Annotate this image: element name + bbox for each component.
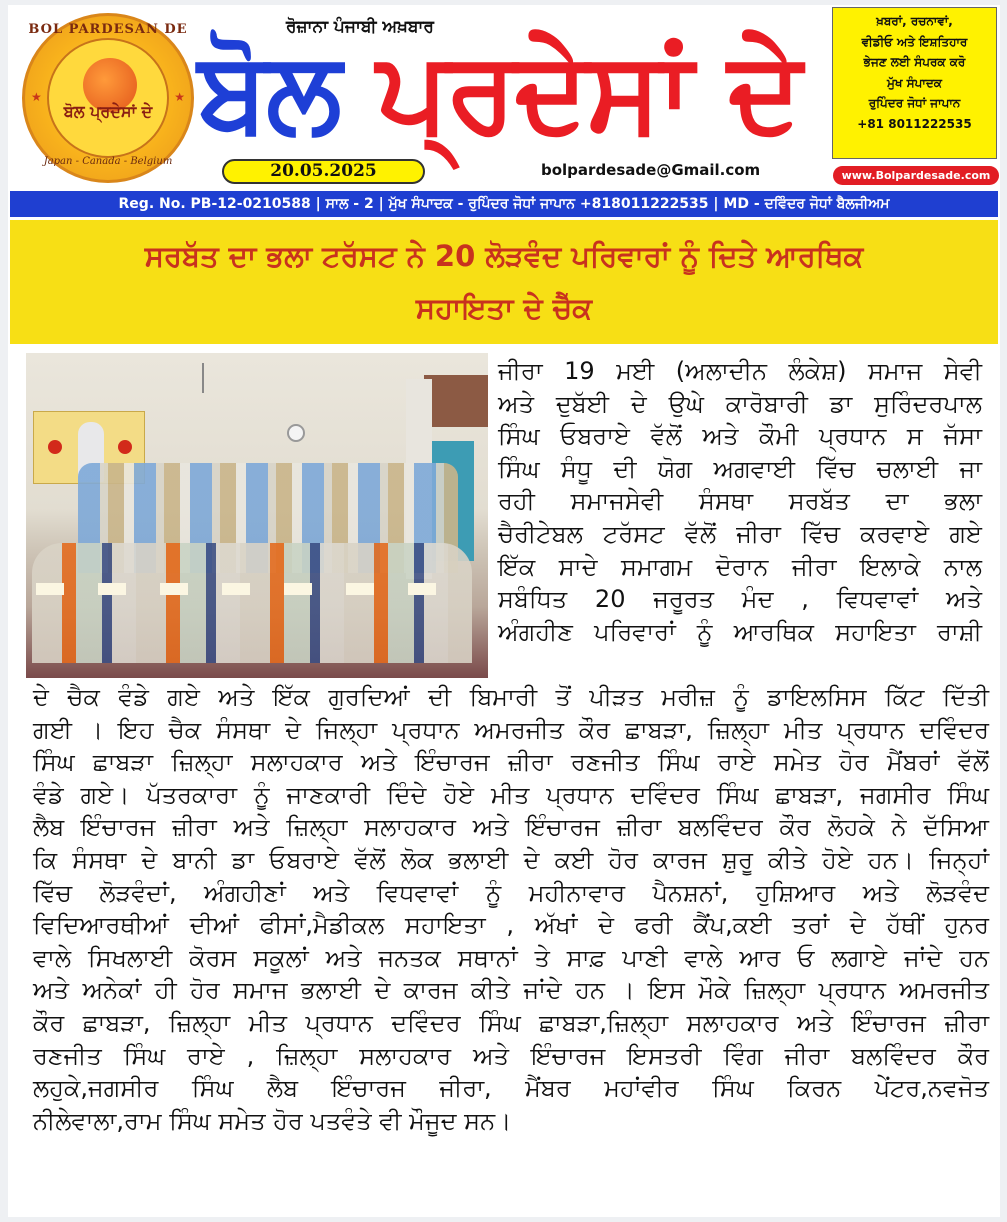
website-link[interactable]: www.Bolpardesade.com — [833, 166, 999, 185]
email-link[interactable]: bolpardesade@Gmail.com — [541, 161, 761, 179]
article-line: ਦੇ ਚੈਕ ਵੰਡੇ ਗਏ ਅਤੇ ਇੱਕ ਗੁਰਦਿਆਂ ਦੀ ਬਿਮਾਰੀ ਤੋਂ ਪੀੜਤ ਮਰੀਜ਼ ਨੂੰ ਡਾਇਲਸਿਸ ਕਿੱਟ ਦਿੱਤੀ — [33, 683, 989, 711]
contact-phone: +81 8011222535 — [857, 116, 972, 131]
article-line: ਲਹੁਕੇ,ਜਗਸੀਰ ਸਿੰਘ ਲੈਬ ਇੰਚਾਰਜ ਜੀਰਾ, ਮੈਂਬਰ ਮਹਾਂਵੀਰ ਸਿੰਘ ਕਿਰਨ ਪੇਂਟਰ,ਨਵਜੋਤ — [33, 1074, 989, 1103]
contact-box — [832, 7, 997, 159]
cheques-held — [36, 583, 466, 595]
star-icon: ★ — [174, 90, 185, 104]
article-line: ਸਿੰਘ ਸੰਧੂ ਦੀ ਯੋਗ ਅਗਵਾਈ ਵਿੱਚ ਚਲਾਈ ਜਾ — [498, 454, 982, 483]
issue-date: 20.05.2025 — [222, 159, 425, 184]
contact-line: ਮੁੱਖ ਸੰਪਾਦਕ — [887, 75, 942, 90]
article-line: ਰਹੀ ਸਮਾਜਸੇਵੀ ਸੰਸਥਾ ਸਰਬੱਤ ਦਾ ਭਲਾ — [498, 487, 982, 516]
khanda-icon — [118, 440, 132, 454]
article-line: ਲੈਬ ਇੰਚਾਰਜ ਜ਼ੀਰਾ ਅਤੇ ਜ਼ਿਲ੍ਹਾ ਸਲਾਹਕਾਰ ਅਤੇ ਇੰਚਾਰਜ ਜ਼ੀਰਾ ਬਲਵਿੰਦਰ ਕੌਰ ਲੋਹਕੇ ਨੇ ਦੱਸਿਆ — [33, 813, 989, 842]
article-photo — [26, 353, 488, 678]
newspaper-page — [8, 5, 1000, 1217]
article-line: ਅੰਗਹੀਣ ਪਰਿਵਾਰਾਂ ਨੂੰ ਆਰਥਿਕ ਸਹਾਇਤਾ ਰਾਸ਼ੀ — [498, 617, 982, 646]
star-icon: ★ — [31, 90, 42, 104]
headline-box — [10, 220, 998, 344]
article-line: ਵਿੱਚ ਲੋੜਵੰਦਾਂ, ਅੰਗਹੀਣਾਂ ਅਤੇ ਵਿਧਵਾਵਾਂ ਨੂੰ ਮਹੀਨਾਵਾਰ ਪੈਨਸ਼ਨਾਂ, ਹੁਸ਼ਿਆਰ ਅਤੇ ਲੋੜਵੰਦ — [33, 878, 989, 907]
article-line: ਇੱਕ ਸਾਦੇ ਸਮਾਗਮ ਦੋਰਾਨ ਜੀਰਾ ਇਲਾਕੇ ਨਾਲ — [498, 552, 982, 581]
contact-line: ਵੀਡੀਓ ਅਤੇ ਇਸ਼ਤਿਹਾਰ — [861, 34, 968, 49]
khanda-icon — [48, 440, 62, 454]
article-line: ਵੰਡੇ ਗਏ। ਪੱਤਰਕਾਰਾ ਨੂੰ ਜਾਣਕਾਰੀ ਦਿੰਦੇ ਹੋਏ ਮੀਤ ਪ੍ਰਧਾਨ ਦਵਿੰਦਰ ਸਿੰਘ ਛਾਬੜਾ, ਜਗਸੀਰ ਸਿੰਘ — [33, 780, 989, 809]
article-line: ਅਤੇ ਅਨੇਕਾਂ ਹੀ ਹੋਰ ਸਮਾਜ ਭਲਾਈ ਦੇ ਕਾਰਜ ਕੀਤੇ ਜਾਂਦੇ ਹਨ । ਇਸ ਮੌਕੇ ਜ਼ਿਲ੍ਹਾ ਪ੍ਰਧਾਨ ਅਮਰਜੀਤ — [33, 976, 989, 1005]
article-line: ਸਿੰਘ ਛਾਬੜਾ ਜ਼ਿਲ੍ਹਾ ਸਲਾਹਕਾਰ ਅਤੇ ਇੰਚਾਰਜ ਜ਼ੀਰਾ ਰਣਜੀਤ ਸਿੰਘ ਰਾਏ ਸਮੇਤ ਹੋਰ ਮੈਂਬਰਾਂ ਵੱਲੋਂ — [33, 748, 989, 777]
headline-line-1: ਸਰਬੱਤ ਦਾ ਭਲਾ ਟਰੱਸਟ ਨੇ 20 ਲੋੜਵੰਦ ਪਰਿਵਾਰਾਂ ਨੂੰ ਦਿਤੇ ਆਰਥਿਕ — [144, 239, 864, 273]
registration-bar: Reg. No. PB-12-0210588 | ਸਾਲ - 2 | ਮੁੱਖ ਸੰਪਾਦਕ - ਰੁਪਿੰਦਰ ਜੋਧਾਂ ਜਾਪਾਨ +818011222535 | MD - ਦਵਿੰਦਰ ਜੋਧਾਂ ਬੈਲਜੀਅਮ — [10, 191, 998, 217]
article-body-text — [33, 681, 989, 1137]
article-line: ਕਿ ਸੰਸਥਾ ਦੇ ਬਾਨੀ ਡਾ ਓਬਰਾਏ ਵੱਲੋਂ ਲੋਕ ਭਲਾਈ ਦੇ ਕਈ ਹੋਰ ਕਾਰਜ ਸ਼ੁਰੂ ਕੀਤੇ ਹੋਏ ਹਨ। ਜਿਨ੍ਹਾਂ — [33, 845, 989, 874]
article-column-text — [498, 355, 982, 648]
article-line: ਜੀਰਾ 19 ਮਈ (ਅਲਾਦੀਨ ਲੰਕੇਸ਼) ਸਮਾਜ ਸੇਵੀ — [498, 357, 982, 385]
contact-line: ਰੁਪਿੰਦਰ ਜੋਧਾਂ ਜਾਪਾਨ — [868, 96, 961, 110]
title-blue-part: ਬੋਲ — [198, 27, 340, 157]
title-red-part: ਪ੍ਰਦੇਸਾਂ ਦੇ — [376, 27, 800, 157]
article-line: ਚੈਰੀਟੇਬਲ ਟਰੱਸਟ ਵੱਲੋਂ ਜੀਰਾ ਵਿੱਚ ਕਰਵਾਏ ਗਏ — [498, 519, 982, 548]
article-line: ਸਿੰਘ ਓਬਰਾਏ ਵੱਲੋਂ ਅਤੇ ਕੌਮੀ ਪ੍ਰਧਾਨ ਸ ਜੱਸਾ — [498, 422, 982, 451]
article-line: ਗਈ । ਇਹ ਚੈਕ ਸੰਸਥਾ ਦੇ ਜਿਲ੍ਹਾ ਪ੍ਰਧਾਨ ਅਮਰਜੀਤ ਕੌਰ ਛਾਬੜਾ, ਜ਼ਿਲ੍ਹਾ ਮੀਤ ਪ੍ਰਧਾਨ ਦਵਿੰਦਰ — [33, 715, 989, 744]
logo-bottom-text: Japan - Canada - Belgium — [43, 156, 173, 167]
tagline: ਰੋਜ਼ਾਨਾ ਪੰਜਾਬੀ ਅਖ਼ਬਾਰ — [286, 17, 434, 37]
newspaper-title — [198, 17, 828, 167]
seated-group — [32, 543, 472, 663]
article-line: ਵਿਦਿਆਰਥੀਆਂ ਦੀਆਂ ਫੀਸਾਂ,ਮੈਡੀਕਲ ਸਹਾਇਤਾ , ਅੱਖਾਂ ਦੇ ਫਰੀ ਕੈਂਪ,ਕਈ ਤਰਾਂ ਦੇ ਹੱਥੀਂ ਹੁਨਰ — [33, 911, 989, 940]
photo-window — [424, 375, 488, 427]
logo-emblem — [47, 38, 169, 158]
wall-clock-icon — [287, 424, 305, 442]
article-line: ਰਣਜੀਤ ਸਿੰਘ ਰਾਏ , ਜ਼ਿਲ੍ਹਾ ਸਲਾਹਕਾਰ ਅਤੇ ਇੰਚਾਰਜ ਇਸਤਰੀ ਵਿੰਗ ਜੀਰਾ ਬਲਵਿੰਦਰ ਕੌਰ — [33, 1041, 989, 1070]
article-line: ਨੀਲੇਵਾਲਾ,ਰਾਮ ਸਿੰਘ ਸਮੇਤ ਹੋਰ ਪਤਵੰਤੇ ਵੀ ਮੌਜੂਦ ਸਨ। — [33, 1106, 512, 1135]
article-line: ਅਤੇ ਦੁਬੱਈ ਦੇ ਉਘੇ ਕਾਰੋਬਾਰੀ ਡਾ ਸੁਰਿੰਦਰਪਾਲ — [498, 389, 982, 418]
contact-line: ਭੇਜਣ ਲਈ ਸੰਪਰਕ ਕਰੋ — [863, 55, 966, 69]
logo-center-text: ਬੋਲ ਪ੍ਰਦੇਸਾਂ ਦੇ — [63, 102, 153, 121]
article-line: ਕੌਰ ਛਾਬੜਾ, ਜ਼ਿਲ੍ਹਾ ਮੀਤ ਪ੍ਰਧਾਨ ਦਵਿੰਦਰ ਸਿੰਘ ਛਾਬੜਾ,ਜ਼ਿਲ੍ਹਾ ਸਲਾਹਕਾਰ ਅਤੇ ਇੰਚਾਰਜ ਜ਼ੀਰਾ — [33, 1008, 989, 1037]
article-line: ਵਾਲੇ ਸਿਖਲਾਈ ਕੋਰਸ ਸਕੂਲਾਂ ਅਤੇ ਜਨਤਕ ਸਥਾਨਾਂ ਤੇ ਸਾਫ਼ ਪਾਣੀ ਵਾਲੇ ਆਰ ਓ ਲਗਾਏ ਜਾਂਦੇ ਹਨ — [33, 943, 989, 972]
logo-top-text: BOL PARDESAN DE — [28, 22, 188, 37]
contact-line: ਖ਼ਬਰਾਂ, ਰਚਨਾਵਾਂ, — [876, 14, 953, 28]
newspaper-logo — [22, 13, 194, 183]
article-line: ਸਬੰਧਿਤ 20 ਜਰੂਰਤ ਮੰਦ , ਵਿਧਵਾਵਾਂ ਅਤੇ — [498, 585, 982, 614]
headline-line-2: ਸਹਾਇਤਾ ਦੇ ਚੈੱਕ — [415, 291, 593, 325]
ceiling-fan-icon — [202, 363, 204, 393]
